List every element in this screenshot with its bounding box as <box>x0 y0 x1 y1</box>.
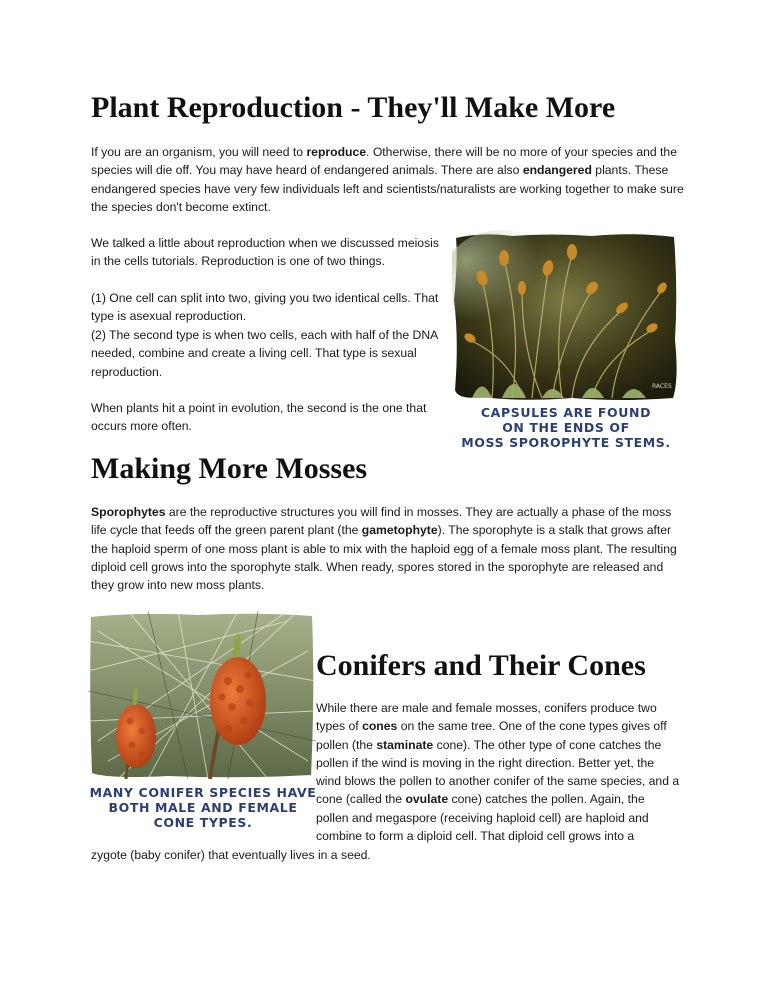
moss-sporophyte-photo <box>452 230 680 402</box>
intro-bold-reproduce: reproduce <box>306 145 367 159</box>
intro-text-1: If you are an organism, you will need to <box>91 145 307 159</box>
section-title-mosses: Making More Mosses <box>91 452 368 485</box>
conifers-text-4: cone) catches the pollen. Again, the pollen and megaspore (receiving haploid cell) are haploid and combine to form a diploid cell. That diploid cell grows into a <box>316 792 649 844</box>
paragraph-mosses <box>91 503 683 594</box>
conifer-caption-line-2: BOTH MALE AND FEMALE <box>108 800 298 815</box>
conifer-caption-line-3: CONE TYPES. <box>153 815 253 830</box>
conifer-figure-caption <box>88 785 318 830</box>
conifers-bold-ovulate: ovulate <box>405 792 449 807</box>
paragraph-asexual: (1) One cell can split into two, giving you two identical cells. That type is asexual reproduction. <box>91 291 439 324</box>
paragraph-conifers-end: zygote (baby conifer) that eventually lives in a seed. <box>91 848 371 862</box>
mosses-bold-sporophytes: Sporophytes <box>91 505 166 519</box>
paragraph-sexual: (2) The second type is when two cells, each with half of the DNA needed, combine and create a living cell. That type is sexual reproduction. <box>91 328 438 379</box>
conifers-text-2: on the same tree. One of the cone types gives off pollen (the <box>316 719 667 752</box>
conifers-text-1: While there are male and female mosses, conifers produce two types of <box>316 701 657 734</box>
mosses-text-1: are the reproductive structures you will find in mosses. They are actually a phase of the moss life cycle that feeds off the green parent plant (the <box>91 505 672 538</box>
intro-bold-endangered: endangered <box>522 163 592 178</box>
conifers-bold-staminate: staminate <box>376 737 434 752</box>
moss-caption-line-3: MOSS SPOROPHYTE STEMS. <box>461 435 671 450</box>
conifer-cones-photo <box>88 611 316 779</box>
mosses-bold-gametophyte: gametophyte <box>361 523 438 538</box>
paragraph-evolution: When plants hit a point in evolution, the second is the one that occurs more often. <box>91 401 427 434</box>
section-title-conifers: Conifers and Their Cones <box>316 649 646 682</box>
conifers-text-3: cone). The other type of cone catches the pollen if the wind is moving in the right direction. Better yet, the wind blows the pollen to another conifer of the same species, and a cone (called the <box>316 737 680 807</box>
intro-text-2: . Otherwise, there will be no more of your species and the species will die off. You may have heard of endangered animals. There are also <box>91 145 677 178</box>
moss-sporophyte-figure <box>452 230 680 458</box>
moss-caption-line-1: CAPSULES ARE FOUND <box>480 405 652 420</box>
section-title-plant-reproduction: Plant Reproduction - They'll Make More <box>91 91 616 124</box>
moss-caption-line-2: ON THE ENDS OF <box>502 420 630 435</box>
conifer-cones-figure <box>88 611 318 843</box>
conifer-caption-line-1: MANY CONIFER SPECIES HAVE <box>89 785 317 800</box>
paragraph-intro <box>91 143 685 216</box>
moss-figure-caption <box>452 405 680 450</box>
conifers-bold-cones: cones <box>362 719 398 734</box>
mosses-text-2: ). The sporophyte is a stalk that grows after the haploid sperm of one moss plant is able to mix with the haploid egg of a female moss plant. The resulting diploid cell grows into the sporophyte stalk. When ready, spores stored in the sporophyte are released and they grow into new moss plants. <box>91 523 677 593</box>
paragraph-conifers <box>316 699 680 845</box>
intro-text-3: plants. These endangered species have very few individuals left and scientists/naturalists are working together to make sure the species don't become extinct. <box>91 163 684 214</box>
moss-photo-watermark: RACES <box>652 383 672 390</box>
paragraph-meiosis: We talked a little about reproduction when we discussed meiosis in the cells tutorials. Reproduction is one of two things. <box>91 236 439 269</box>
